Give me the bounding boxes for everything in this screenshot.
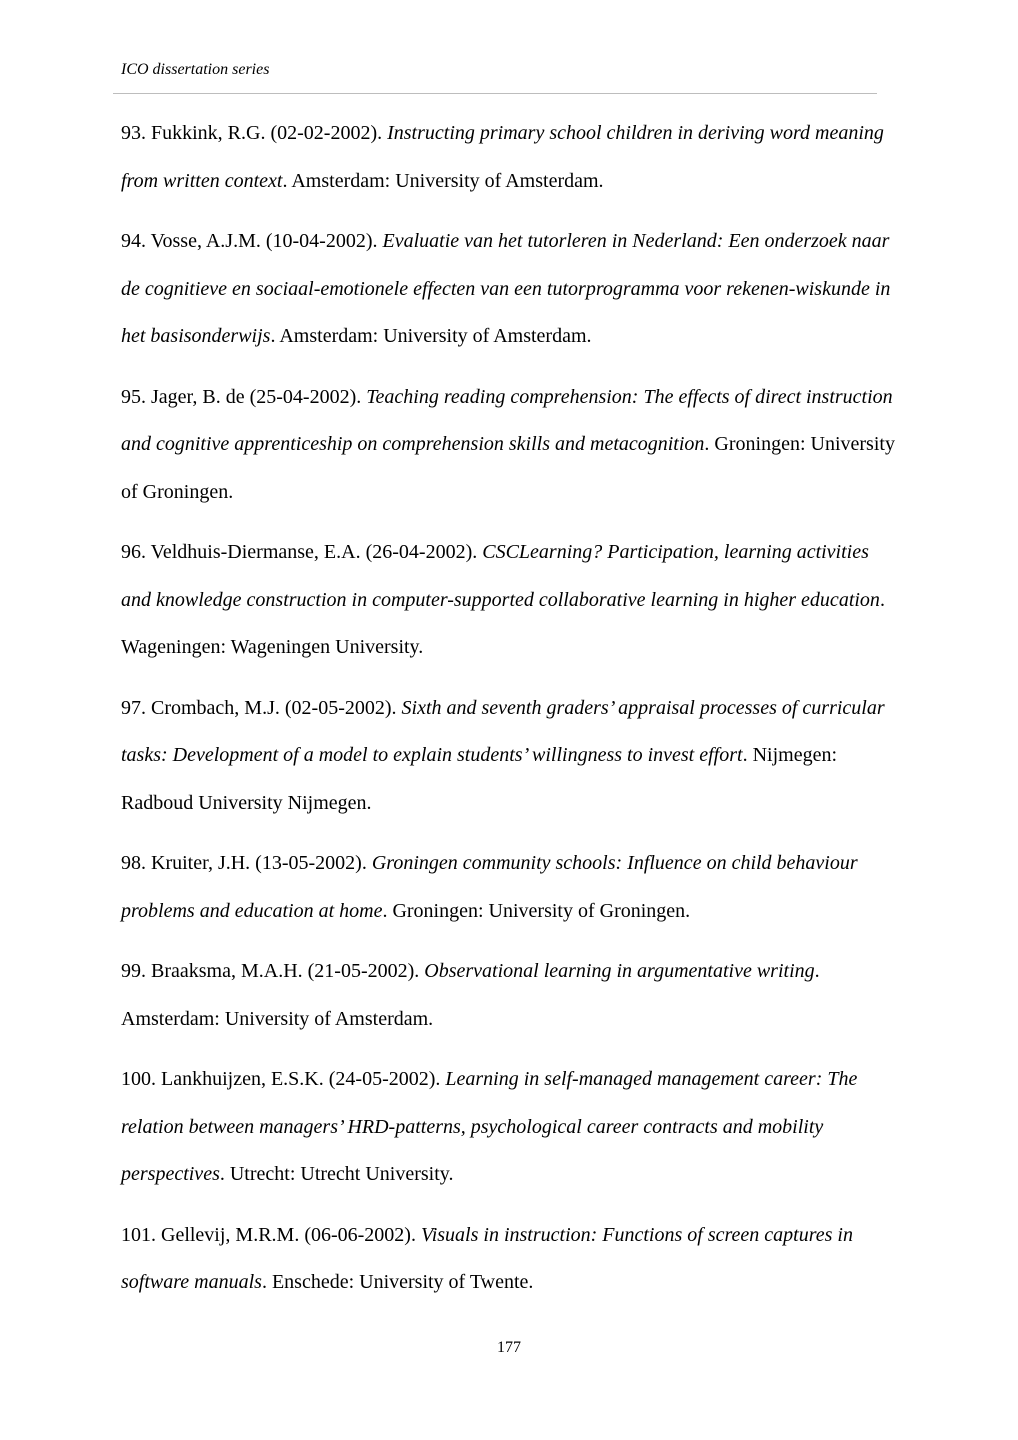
entry-publisher: . Wageningen: Wageningen University.	[121, 588, 885, 658]
entry-publisher: . Enschede: University of Twente.	[261, 1271, 534, 1293]
entry-publisher: . Nijmegen: Radboud University Nijmegen.	[121, 744, 838, 814]
dissertation-entry-98	[121, 840, 896, 935]
entry-publisher: . Groningen: University of Groningen.	[382, 899, 691, 922]
entry-publisher: . Groningen: University of Groningen.	[121, 433, 895, 503]
entry-publisher: . Amsterdam: University of Amsterdam.	[121, 960, 820, 1030]
entry-author-date: 94. Vosse, A.J.M. (10-04-2002).	[121, 230, 383, 252]
page-number: 177	[497, 1339, 521, 1356]
entry-author-date: 100. Lankhuijzen, E.S.K. (24-05-2002).	[121, 1068, 446, 1090]
entry-author-date: 97. Crombach, M.J. (02-05-2002).	[121, 696, 402, 719]
entry-title: Sixth and seventh graders’ appraisal processes of curricular tasks: Development of a model to explain students’ willingness to invest effort	[121, 696, 885, 766]
entry-title: Groningen community schools: Influence on child behaviour problems and education at home	[121, 852, 858, 922]
dissertation-entry-99	[121, 948, 896, 1043]
entry-author-date: 101. Gellevij, M.R.M. (06-06-2002).	[121, 1223, 421, 1246]
dissertation-list	[121, 110, 896, 1320]
entry-title: Evaluatie van het tutorleren in Nederland: Een onderzoek naar de cognitieve en sociaal-emotionele effecten van een tutorprogramma voor rekenen-wiskunde in het basisonderwijs	[121, 230, 891, 347]
entry-title: CSCLearning? Participation, learning activities and knowledge construction in computer-supported collaborative learning in higher education	[121, 541, 880, 611]
entry-title: Observational learning in argumentative writing	[424, 960, 815, 982]
dissertation-entry-96	[121, 529, 896, 672]
dissertation-entry-97	[121, 685, 896, 828]
dissertation-entry-95	[121, 374, 896, 517]
dissertation-entry-94	[121, 218, 896, 361]
header-divider	[113, 93, 877, 94]
dissertation-entry-93	[121, 110, 896, 205]
dissertation-entry-101	[121, 1212, 896, 1307]
entry-title: Teaching reading comprehension: The effects of direct instruction and cognitive apprenticeship on comprehension skills and metacognition	[121, 385, 893, 455]
entry-publisher: . Amsterdam: University of Amsterdam.	[270, 325, 592, 347]
entry-author-date: 93. Fukkink, R.G. (02-02-2002).	[121, 122, 388, 144]
entry-author-date: 95. Jager, B. de (25-04-2002).	[121, 385, 367, 408]
entry-title: Learning in self-managed management career: The relation between managers’ HRD-patterns, psychological career contracts and mobility perspectives	[121, 1068, 858, 1185]
entry-title: Instructing primary school children in deriving word meaning from written context	[121, 122, 884, 192]
entry-author-date: 98. Kruiter, J.H. (13-05-2002).	[121, 852, 372, 874]
dissertation-entry-100	[121, 1056, 896, 1199]
entry-publisher: . Utrecht: Utrecht University.	[219, 1163, 454, 1185]
entry-title: Visuals in instruction: Functions of screen captures in software manuals	[121, 1223, 853, 1293]
entry-author-date: 99. Braaksma, M.A.H. (21-05-2002).	[121, 960, 425, 982]
entry-publisher: . Amsterdam: University of Amsterdam.	[282, 169, 604, 192]
running-header: ICO dissertation series	[121, 61, 270, 78]
entry-author-date: 96. Veldhuis-Diermanse, E.A. (26-04-2002).	[121, 541, 483, 563]
